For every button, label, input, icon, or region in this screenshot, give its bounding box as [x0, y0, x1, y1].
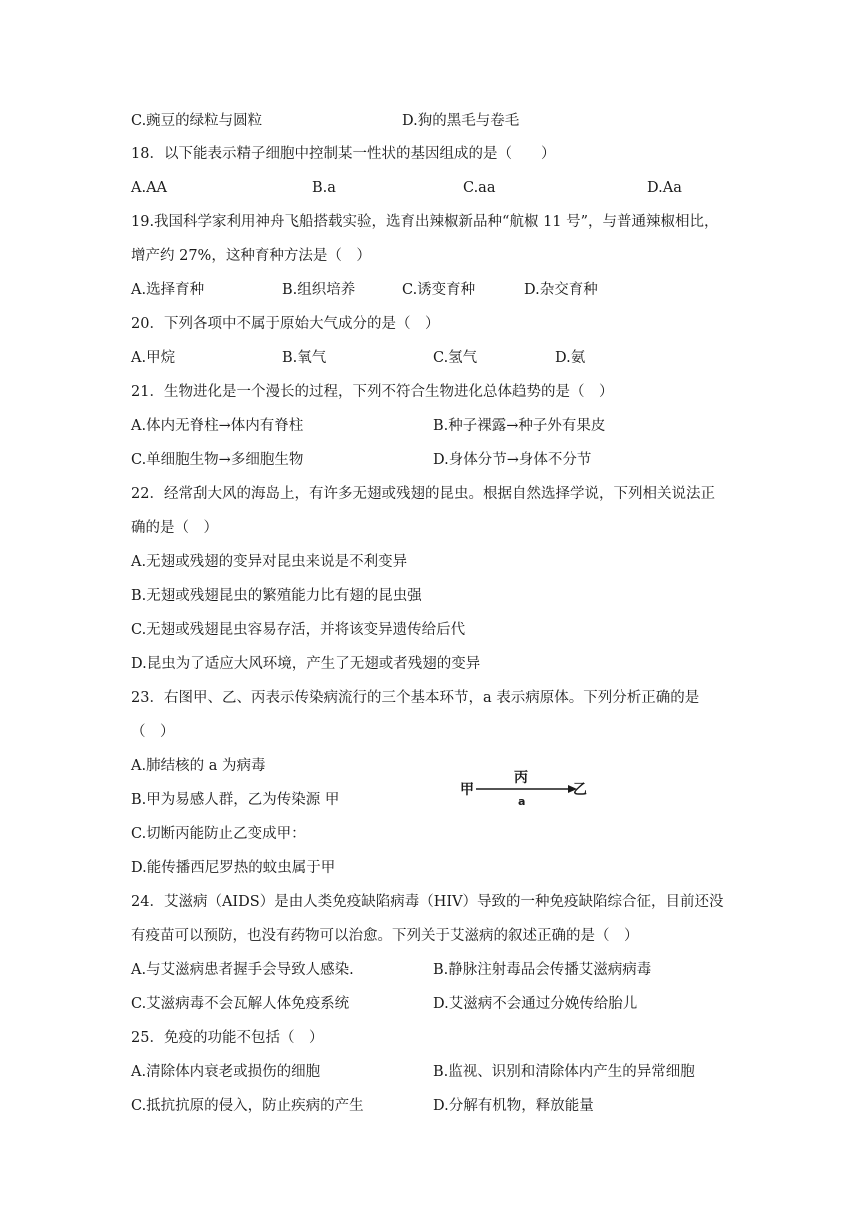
- q20-stem: 20．下列各项中不属于原始大气成分的是（ ）: [131, 316, 440, 332]
- q18-option-a: A.AA: [131, 180, 168, 196]
- q19-option-d: D.杂交育种: [524, 282, 598, 298]
- q22-stem-line-1: 22．经常刮大风的海岛上，有许多无翅或残翅的昆虫。根据自然选择学说，下列相关说法正: [131, 486, 715, 502]
- q21-option-d: D.身体分节→身体不分节: [433, 452, 592, 468]
- q24-stem-line-1: 24．艾滋病（AIDS）是由人类免疫缺陷病毒（HIV）导致的一种免疫缺陷综合征，目前还没: [131, 894, 724, 910]
- q18-stem: 18．以下能表示精子细胞中控制某一性状的基因组成的是（ ）: [131, 146, 556, 162]
- q23-option-c: C.切断丙能防止乙变成甲：: [131, 826, 306, 842]
- q24-option-b: B.静脉注射毒品会传播艾滋病病毒: [433, 962, 652, 978]
- q23-option-a: A.肺结核的 a 为病毒: [131, 758, 266, 774]
- q19-option-a: A.选择育种: [131, 282, 205, 298]
- q21-option-b: B.种子裸露→种子外有果皮: [433, 418, 606, 434]
- q24-stem-line-2: 有疫苗可以预防，也没有药物可以治愈。下列关于艾滋病的叙述正确的是（ ）: [131, 928, 639, 944]
- q22-option-a: A.无翅或残翅的变异对昆虫来说是不利变异: [131, 554, 408, 570]
- q25-option-a: A.清除体内衰老或损伤的细胞: [131, 1064, 321, 1080]
- q24-option-d: D.艾滋病不会通过分娩传给胎儿: [433, 996, 638, 1012]
- q21-option-c: C.单细胞生物→多细胞生物: [131, 452, 304, 468]
- q17-option-d: D.狗的黑毛与卷毛: [402, 113, 520, 129]
- q23-option-b: B.甲为易感人群，乙为传染源 甲: [131, 792, 340, 808]
- q23-stem-line-2: （ ）: [131, 724, 175, 740]
- diagram-label-right: 乙: [573, 782, 587, 798]
- q25-option-b: B.监视、识别和清除体内产生的异常细胞: [433, 1064, 695, 1080]
- diagram-label-bottom: a: [518, 795, 526, 808]
- q24-option-c: C.艾滋病毒不会瓦解人体免疫系统: [131, 996, 350, 1012]
- q20-option-d: D.氨: [555, 350, 586, 366]
- transmission-diagram: [458, 768, 588, 808]
- q19-option-b: B.组织培养: [282, 282, 356, 298]
- q19-stem-line-1: 19.我国科学家利用神舟飞船搭载实验，选育出辣椒新品种“航椒 11 号”，与普通辣椒相比，: [131, 214, 719, 230]
- q18-option-d: D.Aa: [647, 180, 682, 196]
- transmission-arrow-svg: [458, 768, 588, 808]
- q17-option-c: C.豌豆的绿粒与圆粒: [131, 113, 263, 129]
- q20-option-c: C.氢气: [433, 350, 478, 366]
- q21-stem: 21．生物进化是一个漫长的过程，下列不符合生物进化总体趋势的是（ ）: [131, 384, 614, 400]
- diagram-label-top: 丙: [514, 770, 528, 786]
- q19-stem-line-2: 增产约 27%，这种育种方法是（ ）: [131, 248, 371, 264]
- q20-option-b: B.氧气: [282, 350, 327, 366]
- q25-stem: 25．免疫的功能不包括（ ）: [131, 1030, 324, 1046]
- q23-stem-line-1: 23．右图甲、乙、丙表示传染病流行的三个基本环节，a 表示病原体。下列分析正确的是: [131, 690, 700, 706]
- q24-option-a: A.与艾滋病患者握手会导致人感染.: [131, 962, 354, 978]
- q23-option-d: D.能传播西尼罗热的蚊虫属于甲: [131, 860, 336, 876]
- q22-stem-line-2: 确的是（ ）: [131, 520, 218, 536]
- diagram-label-left: 甲: [460, 782, 474, 798]
- q22-option-d: D.昆虫为了适应大风环境，产生了无翅或者残翅的变异: [131, 656, 481, 672]
- q18-option-c: C.aa: [463, 180, 496, 196]
- q22-option-b: B.无翅或残翅昆虫的繁殖能力比有翅的昆虫强: [131, 588, 422, 604]
- q22-option-c: C.无翅或残翅昆虫容易存活，并将该变异遗传给后代: [131, 622, 466, 638]
- q20-option-a: A.甲烷: [131, 350, 176, 366]
- q25-option-d: D.分解有机物，释放能量: [433, 1098, 594, 1114]
- q19-option-c: C.诱变育种: [402, 282, 476, 298]
- q18-option-b: B.a: [312, 180, 336, 196]
- q25-option-c: C.抵抗抗原的侵入，防止疾病的产生: [131, 1098, 364, 1114]
- q21-option-a: A.体内无脊柱→体内有脊柱: [131, 418, 304, 434]
